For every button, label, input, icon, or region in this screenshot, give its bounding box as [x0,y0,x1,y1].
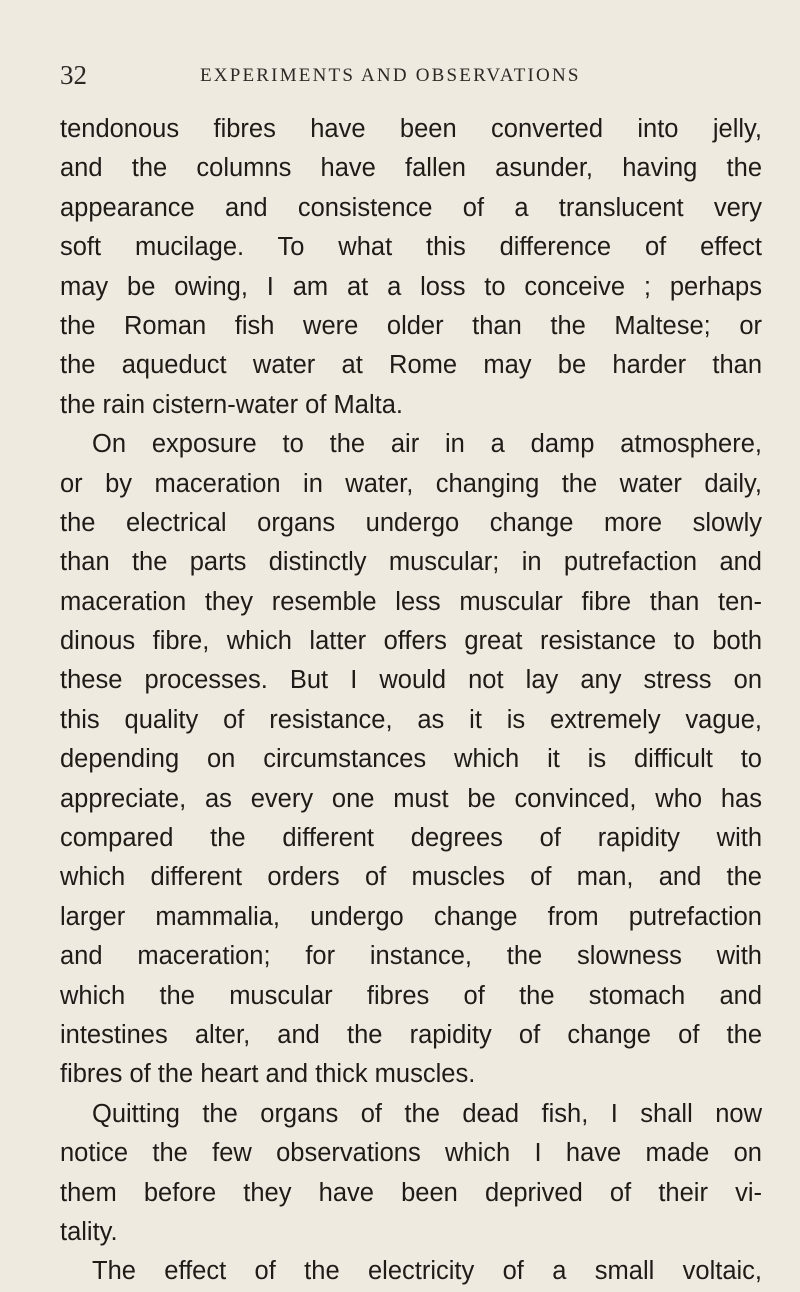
text-line: the electrical organs undergo change more slowly [60,508,762,537]
text-line: soft mucilage. To what this difference of effect [60,233,762,262]
text-line: depending on circumstances which it is difficult to [60,745,762,774]
text-line: than the parts distinctly muscular; in putrefaction and [60,548,762,577]
text-line: intestines alter, and the rapidity of change of the [60,1020,762,1049]
text-line: dinous fibre, which latter offers great resistance to both [60,627,762,656]
text-line: notice the few observations which I have made on [60,1139,762,1168]
text-line: and the columns have fallen asunder, having the [60,154,762,183]
text-line: or by maceration in water, changing the water daily, [60,469,762,498]
text-line: appearance and consistence of a translucent very [60,193,762,222]
text-line: larger mammalia, undergo change from putrefaction [60,902,762,931]
text-line: tendonous fibres have been converted into jelly, [60,115,762,143]
running-head: EXPERIMENTS AND OBSERVATIONS [200,65,581,86]
text-line: and maceration; for instance, the slowness with [60,942,762,971]
body-text [60,110,762,1292]
text-line: Quitting the organs of the dead fish, I shall now [92,1099,762,1128]
text-line: which the muscular fibres of the stomach and [60,981,762,1010]
text-line: appreciate, as every one must be convinced, who has [60,784,762,813]
text-line: maceration they resemble less muscular fibre than ten- [60,587,762,616]
text-line: fibres of the heart and thick muscles. [60,1060,476,1089]
text-line: the aqueduct water at Rome may be harder than [60,351,762,380]
text-line: tality. [60,1217,118,1246]
text-line: The effect of the electricity of a small voltaic, [92,1257,762,1286]
text-line: On exposure to the air in a damp atmosphere, [92,430,762,459]
text-line: this quality of resistance, as it is extremely vague, [60,705,762,734]
text-line: may be owing, I am at a loss to conceive ; perhaps [60,272,762,301]
text-line: compared the different degrees of rapidity with [60,824,762,853]
text-line: them before they have been deprived of their vi- [60,1178,762,1207]
text-line: which different orders of muscles of man, and the [60,863,762,892]
page-number: 32 [60,60,87,90]
text-line: the rain cistern-water of Malta. [60,390,403,419]
page-header [60,60,760,94]
text-line: the Roman fish were older than the Maltese; or [60,311,762,340]
text-line: these processes. But I would not lay any stress on [60,666,762,695]
